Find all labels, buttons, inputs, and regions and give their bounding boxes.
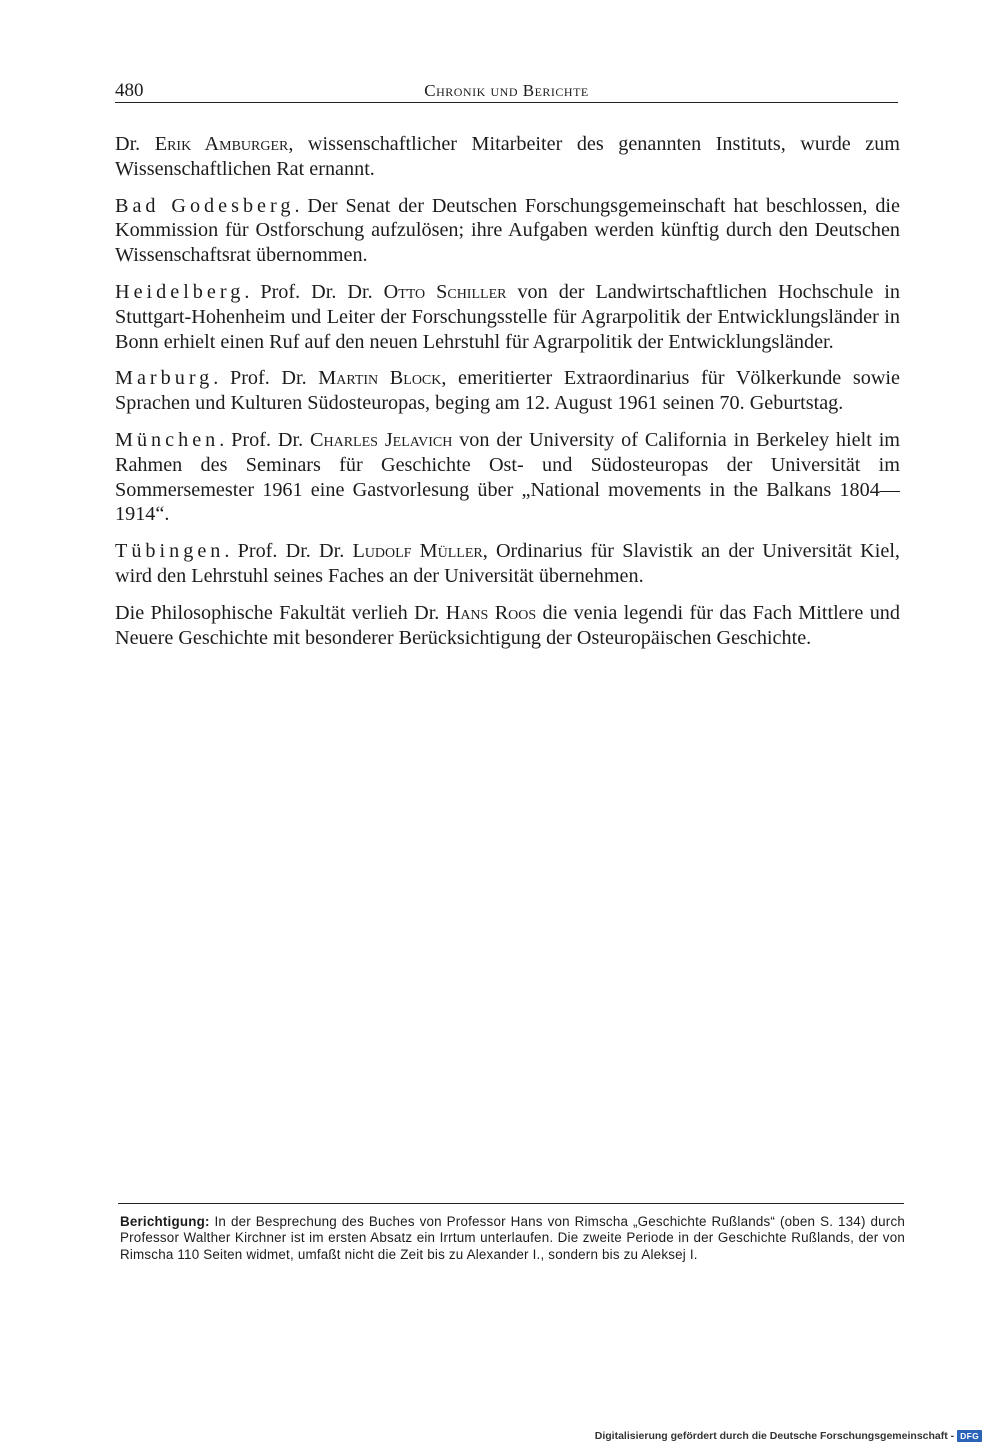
place-name: Marburg	[115, 367, 214, 390]
person-name: Otto Schiller	[383, 280, 507, 303]
person-name: Ludolf Müller	[352, 540, 483, 563]
paragraph-text: . Prof. Dr. Dr.	[224, 540, 353, 563]
dfg-logo: DFG	[957, 1430, 982, 1442]
credit-text: Digitalisierung gefördert durch die Deutsche Forschungsgemeinschaft -	[594, 1430, 955, 1442]
paragraph-text: Dr.	[115, 133, 155, 155]
paragraph-marburg	[115, 366, 900, 416]
paragraph-text: . Der Senat der Deutschen Forschungsgemeinschaft hat beschlossen, die Kommission für Ostforschung aufzulösen; ihre Aufgaben werden künftig durch den Deutschen Wissenschaftsrat übernommen.	[115, 194, 900, 267]
paragraph-bad-godesberg	[115, 194, 900, 268]
person-name: Charles Jelavich	[310, 428, 453, 451]
paragraph-text: die venia legendi für das Fach Mittlere und Neuere Geschichte mit besonderer Berücksichtigung der Osteuropäischen Geschichte.	[115, 601, 900, 649]
person-name: Erik Amburger	[154, 133, 289, 155]
person-name: Martin Block	[318, 367, 442, 390]
paragraph-text: Die Philosophische Fakultät verlieh Dr.	[115, 601, 446, 624]
footnote-correction	[120, 1214, 905, 1263]
paragraph-text: , emeritierter Extraordinarius für Völkerkunde sowie Sprachen und Kulturen Südosteuropas, beging am 12. August 1961 seinen 70. Geburtstag.	[115, 367, 900, 415]
place-name: Tübingen	[115, 540, 225, 563]
paragraph-text: . Prof. Dr.	[219, 428, 311, 451]
running-head: Chronik und Berichte	[424, 81, 589, 100]
paragraph-text: . Prof. Dr. Dr.	[244, 280, 384, 303]
paragraph-amburger	[115, 132, 900, 182]
place-name: München	[115, 428, 220, 451]
paragraph-muenchen	[115, 428, 900, 527]
place-name: Heidelberg	[115, 280, 245, 303]
paragraph-roos	[115, 601, 900, 651]
person-name: Hans Roos	[445, 601, 537, 624]
footnote-text: In der Besprechung des Buches von Professor Hans von Rimscha „Geschichte Rußlands“ (oben S. 134) durch Professor Walther Kirchner ist im ersten Absatz ein Irrtum unterlaufen. Die zweite Periode in der Geschichte Rußlands, der von Rimscha 110 Seiten widmet, umfaßt nicht die Zeit bis zu Alexander I., sondern bis zu Aleksej I.	[120, 1214, 905, 1262]
page-number: 480	[115, 80, 144, 101]
paragraph-text: von der University of California in Berkeley hielt im Rahmen des Seminars für Geschichte Ost- und Südosteuropas der Universität im Sommersemester 1961 eine Gastvorlesung über „National movements in the Balkans 1804—1914“.	[115, 428, 901, 526]
footnote-label: Berichtigung:	[120, 1214, 210, 1229]
digitization-credit	[595, 1430, 982, 1442]
paragraph-heidelberg	[115, 280, 900, 354]
paragraph-text: , Ordinarius für Slavistik an der Universität Kiel, wird den Lehrstuhl seines Faches an der Universität übernehmen.	[115, 540, 900, 587]
paragraph-text: , wissenschaftlicher Mitarbeiter des genannten Instituts, wurde zum Wissenschaftlichen Rat ernannt.	[115, 133, 901, 180]
place-name: Bad Godesberg	[115, 194, 295, 217]
paragraph-text: . Prof. Dr.	[213, 367, 319, 390]
body-text	[115, 132, 900, 662]
paragraph-tuebingen	[115, 539, 900, 589]
page-header	[115, 78, 898, 103]
paragraph-text: von der Landwirtschaftlichen Hochschule in Stuttgart-Hohenheim und Leiter der Forschungsstelle für Agrarpolitik der Entwicklungsländer in Bonn erhielt einen Ruf auf den neuen Lehrstuhl für Agrarpolitik der Entwicklungsländer.	[115, 280, 900, 353]
footnote-divider	[118, 1203, 904, 1204]
